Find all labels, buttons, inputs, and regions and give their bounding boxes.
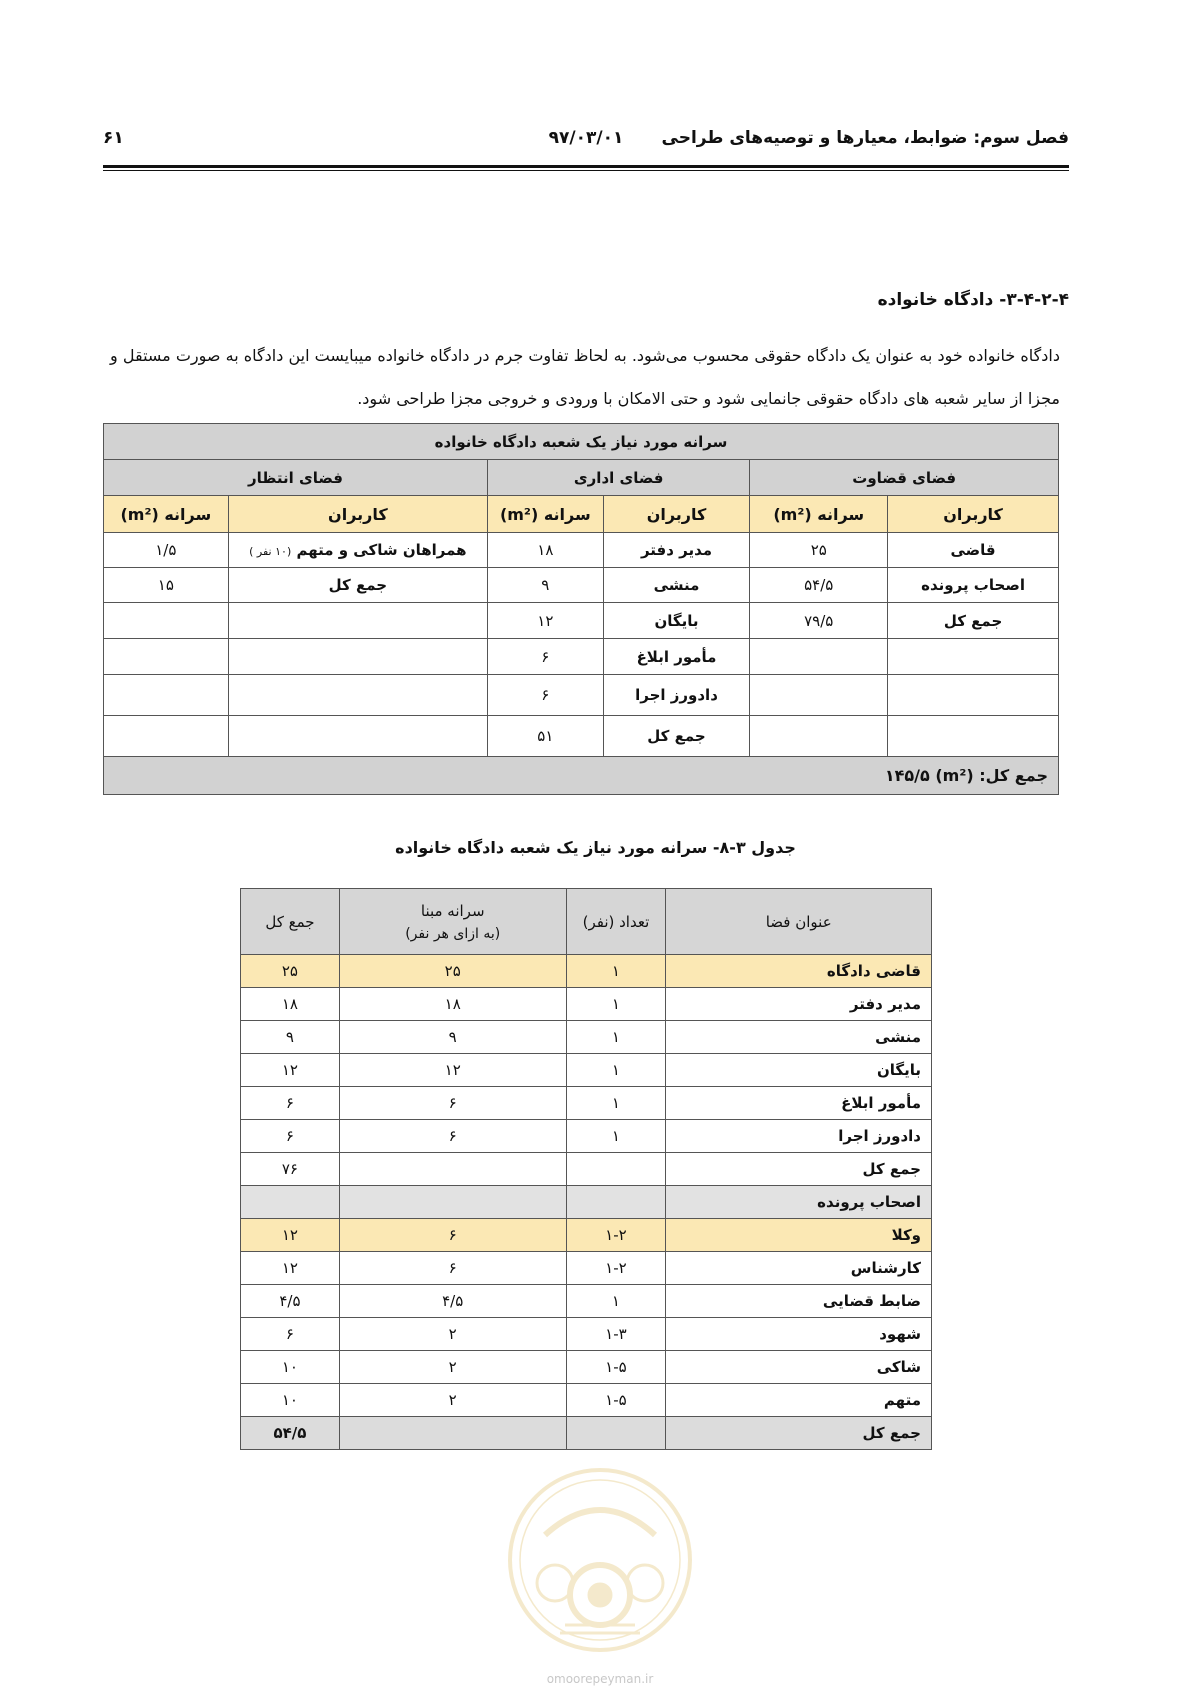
- cell-total: ۱۰: [241, 1384, 340, 1417]
- cell-total: ۵۴/۵: [241, 1417, 340, 1450]
- table-row: [241, 1417, 932, 1450]
- table-row: [241, 1120, 932, 1153]
- col-per-capita: سرانه (m²): [750, 496, 888, 533]
- cell-base: ۲۵: [339, 955, 566, 988]
- table-row: [241, 1186, 932, 1219]
- cell-base: [339, 1417, 566, 1450]
- cell-total: ۱۰: [241, 1351, 340, 1384]
- table-row: جمع کل ۷۹/۵ بایگان ۱۲: [104, 603, 1059, 639]
- cell-name: کارشناس: [666, 1252, 932, 1285]
- table-row: مأمور ابلاغ ۶: [104, 639, 1059, 675]
- table-row: دادورز اجرا ۶: [104, 675, 1059, 716]
- cell-count: ۱: [566, 1285, 666, 1318]
- header-rule-thin: [103, 170, 1069, 171]
- cell-count: ۱: [566, 1021, 666, 1054]
- chapter-title: فصل سوم: ضوابط، معیارها و توصیه‌های طراحی: [661, 128, 1069, 148]
- col-space-title: عنوان فضا: [666, 889, 932, 955]
- group-judgment: فضای قضاوت: [750, 460, 1059, 496]
- group-admin: فضای اداری: [488, 460, 750, 496]
- col-base-per-capita: سرانه مبنا (به ازای هر نفر): [339, 889, 566, 955]
- cell-count: [566, 1186, 666, 1219]
- col-users: کاربران: [888, 496, 1059, 533]
- cell-count: ۱-۳: [566, 1318, 666, 1351]
- cell-count: ۱-۲: [566, 1252, 666, 1285]
- cell-base: [339, 1186, 566, 1219]
- cell-name: اصحاب پرونده: [666, 1186, 932, 1219]
- cell-name: مدیر دفتر: [666, 988, 932, 1021]
- col-per-capita: سرانه (m²): [488, 496, 604, 533]
- cell-name: قاضی دادگاه: [666, 955, 932, 988]
- page-number: ۶۱: [103, 128, 124, 148]
- cell-base: ۶: [339, 1252, 566, 1285]
- section-paragraph: دادگاه خانواده خود به عنوان یک دادگاه حقوقی محسوب می‌شود. به لحاظ تفاوت جرم در دادگاه خانواده میبایست این دادگاه به صورت مستقل و مجزا از سایر شعبه های دادگاه حقوقی جانمایی شود و حتی الامکان با ورودی و خروجی مجزا طراحی شود.: [110, 346, 1060, 408]
- cell-name: دادورز اجرا: [666, 1120, 932, 1153]
- cell-base: ۱۲: [339, 1054, 566, 1087]
- cell-name: جمع کل: [666, 1153, 932, 1186]
- cell-base: ۶: [339, 1087, 566, 1120]
- table-row: [241, 1153, 932, 1186]
- cell-total: ۷۶: [241, 1153, 340, 1186]
- table-row: [241, 1252, 932, 1285]
- col-users: کاربران: [228, 496, 487, 533]
- col-users: کاربران: [603, 496, 750, 533]
- cell-name: ضابط قضایی: [666, 1285, 932, 1318]
- table-row: [241, 988, 932, 1021]
- cell-total: ۱۸: [241, 988, 340, 1021]
- table-row: [241, 1351, 932, 1384]
- cell-name: شاکی: [666, 1351, 932, 1384]
- table-row: قاضی ۲۵ مدیر دفتر ۱۸ همراهان شاکی و متهم (۱۰ نفر ) ۱/۵: [104, 533, 1059, 568]
- cell-base: ۴/۵: [339, 1285, 566, 1318]
- table-row: جمع کل ۵۱: [104, 716, 1059, 757]
- cell-name: مأمور ابلاغ: [666, 1087, 932, 1120]
- cell-name: متهم: [666, 1384, 932, 1417]
- table-row: اصحاب پرونده ۵۴/۵ منشی ۹ جمع کل ۱۵: [104, 568, 1059, 603]
- cell-count: ۱-۵: [566, 1384, 666, 1417]
- group-waiting: فضای انتظار: [104, 460, 488, 496]
- cell-count: [566, 1153, 666, 1186]
- cell-base: ۲: [339, 1318, 566, 1351]
- header-rule-thick: [103, 165, 1069, 168]
- col-total: جمع کل: [241, 889, 340, 955]
- cell-base: ۲: [339, 1351, 566, 1384]
- table-caption: جدول ۳-۸- سرانه مورد نیاز یک شعبه دادگاه خانواده: [395, 838, 796, 857]
- cell-base: ۶: [339, 1219, 566, 1252]
- table-title: سرانه مورد نیاز یک شعبه دادگاه خانواده: [104, 424, 1059, 460]
- table-row: [241, 1285, 932, 1318]
- cell-total: ۶: [241, 1087, 340, 1120]
- cell-total: [241, 1186, 340, 1219]
- table-row: [241, 1054, 932, 1087]
- cell-name: شهود: [666, 1318, 932, 1351]
- col-count: تعداد (نفر): [566, 889, 666, 955]
- section-heading: ۳-۴-۲-۴- دادگاه خانواده: [877, 290, 1069, 310]
- table-row: [241, 1087, 932, 1120]
- cell-base: ۱۸: [339, 988, 566, 1021]
- family-court-space-table: [240, 888, 932, 1450]
- cell-total: ۱۲: [241, 1252, 340, 1285]
- cell-total: ۹: [241, 1021, 340, 1054]
- cell-count: [566, 1417, 666, 1450]
- cell-name: وکلا: [666, 1219, 932, 1252]
- page-header: [103, 128, 1069, 160]
- col-per-capita: سرانه (m²): [104, 496, 229, 533]
- cell-base: [339, 1153, 566, 1186]
- table-row: [241, 1219, 932, 1252]
- cell-base: ۹: [339, 1021, 566, 1054]
- cell-count: ۱: [566, 988, 666, 1021]
- table-row: [241, 1318, 932, 1351]
- family-court-per-capita-table: [103, 423, 1059, 795]
- watermark-url: omoorepeyman.ir: [546, 1672, 654, 1686]
- cell-count: ۱: [566, 955, 666, 988]
- cell-total: ۱۲: [241, 1054, 340, 1087]
- cell-base: ۲: [339, 1384, 566, 1417]
- cell-count: ۱: [566, 1054, 666, 1087]
- cell-count: ۱: [566, 1120, 666, 1153]
- cell-count: ۱-۲: [566, 1219, 666, 1252]
- table-row: [241, 1384, 932, 1417]
- cell-base: ۶: [339, 1120, 566, 1153]
- omoorepeyman-watermark-logo: [505, 1465, 695, 1655]
- cell-name: جمع کل: [666, 1417, 932, 1450]
- cell-name: منشی: [666, 1021, 932, 1054]
- cell-total: ۱۲: [241, 1219, 340, 1252]
- grand-total: جمع کل: (m²) ۱۴۵/۵: [104, 757, 1059, 795]
- table-row: [241, 955, 932, 988]
- table-row: [241, 1021, 932, 1054]
- cell-count: ۱: [566, 1087, 666, 1120]
- cell-name: بایگان: [666, 1054, 932, 1087]
- cell-total: ۴/۵: [241, 1285, 340, 1318]
- header-date: ۹۷/۰۳/۰۱: [548, 128, 624, 148]
- cell-total: ۲۵: [241, 955, 340, 988]
- cell-total: ۶: [241, 1120, 340, 1153]
- cell-count: ۱-۵: [566, 1351, 666, 1384]
- cell-total: ۶: [241, 1318, 340, 1351]
